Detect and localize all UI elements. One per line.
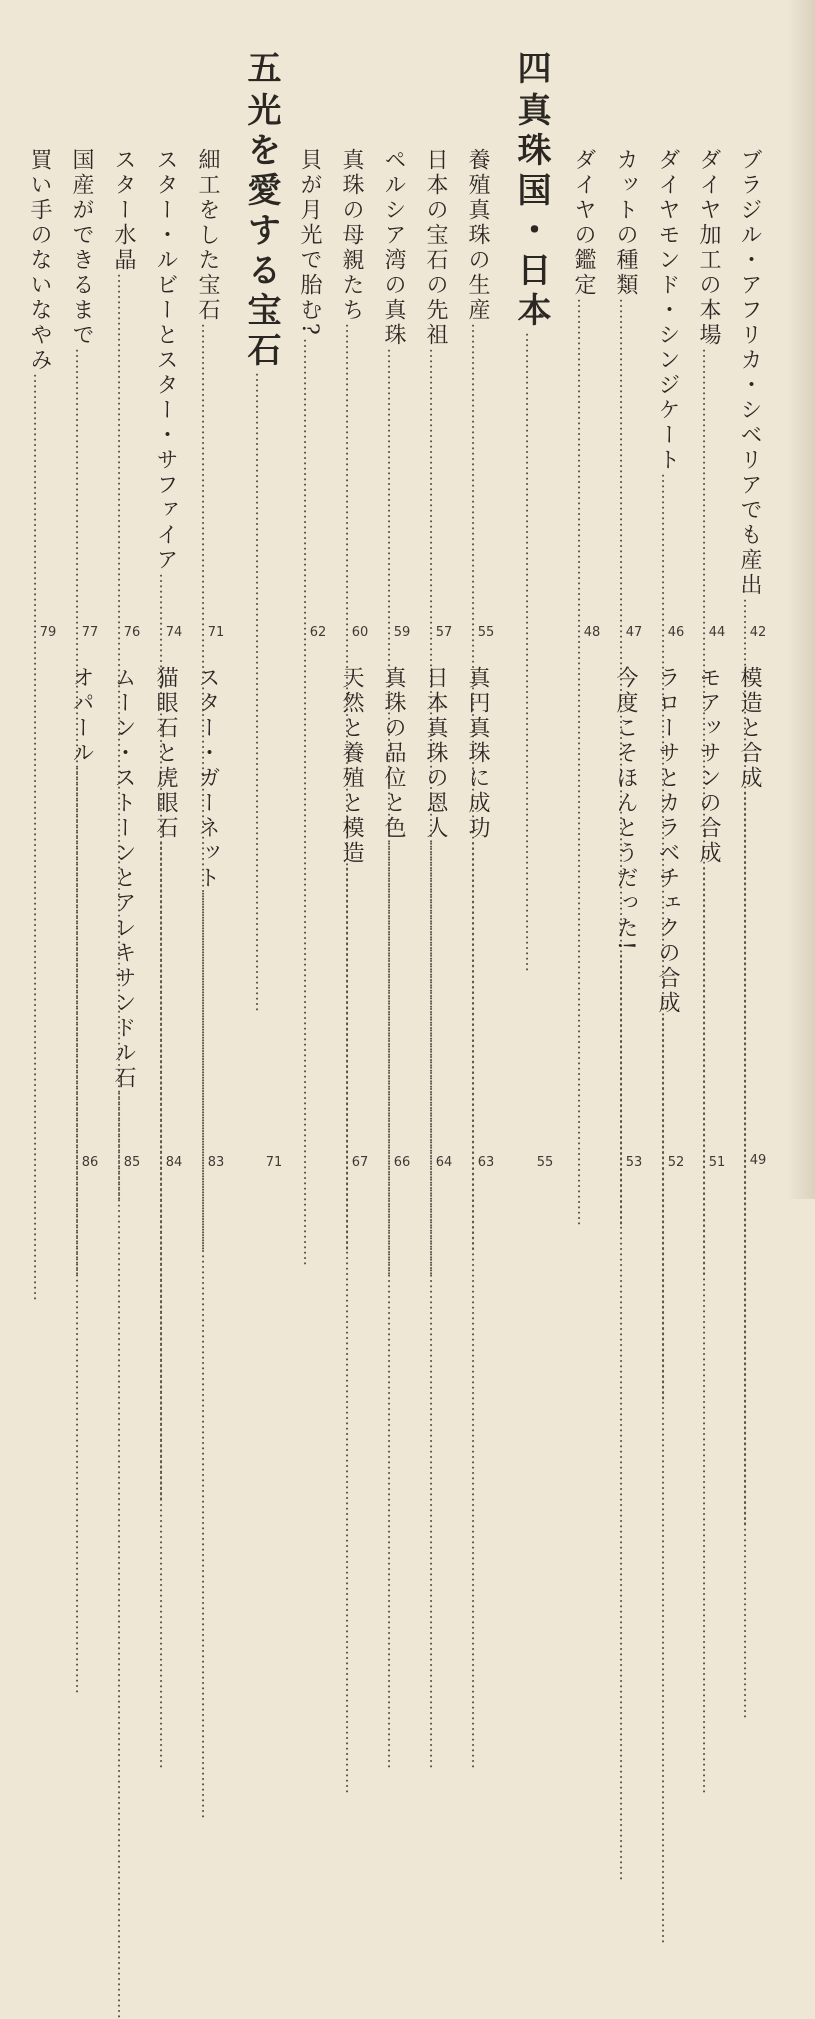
toc-entry: ダイヤ加工の本場 ………………………………………………………………………………………………………………………………………………………… [697, 148, 719, 620]
chapter-number: 五 [241, 50, 281, 90]
toc-entry: スター・ルビーとスター・サファイア ………………………………………………………………………………………………………………………………………………………… [154, 148, 176, 620]
toc-entry: 買い手のないなやみ ………………………………………………………………………………………………………………………………………………………… [28, 148, 50, 620]
page-number: 55 [477, 625, 495, 640]
toc-entry: ラローサとカラベチェクの合成 ………………………………………………………………………………………………………………………………………………………… [656, 666, 678, 1148]
toc-entry: 猫眼石と虎眼石 ………………………………………………………………………………………………………………………………………………………… [154, 666, 176, 1148]
page-number: 51 [708, 1155, 726, 1170]
toc-entry: スター水晶 ………………………………………………………………………………………………………………………………………………………… [112, 148, 134, 620]
toc-entry: 日本の宝石の先祖 ………………………………………………………………………………………………………………………………………………………… [424, 148, 446, 620]
toc-entry: ダイヤの鑑定 ………………………………………………………………………………………………………………………………………………………… [572, 148, 594, 620]
page-number: 84 [165, 1155, 183, 1170]
toc-entry: ムーン・ストーンとアレキサンドル石 ………………………………………………………………………………………………………………………………………………………… [112, 666, 134, 1148]
page-number: 83 [207, 1155, 225, 1170]
page-number: 48 [583, 625, 601, 640]
toc-entry: 貝が月光で胎む? ………………………………………………………………………………………………………………………………………………………… [298, 148, 320, 620]
page-number: 85 [123, 1155, 141, 1170]
toc-entry: 細工をした宝石 ………………………………………………………………………………………………………………………………………………………… [196, 148, 218, 620]
toc-entry: 真珠の母親たち ………………………………………………………………………………………………………………………………………………………… [340, 148, 362, 620]
toc-entry: 日本真珠の恩人 ………………………………………………………………………………………………………………………………………………………… [424, 666, 446, 1148]
page-number: 74 [165, 625, 183, 640]
toc-entry: 模造と合成 ………………………………………………………………………………………………………………………………………………………… [738, 666, 760, 1148]
page-number: 71 [207, 625, 225, 640]
toc-entry: 養殖真珠の生産 ………………………………………………………………………………………………………………………………………………………… [466, 148, 488, 620]
page-number: 44 [708, 625, 726, 640]
toc-entry: 今度こそほんとうだった! ………………………………………………………………………………………………………………………………………………………… [614, 666, 636, 1148]
page-number: 42 [749, 625, 767, 640]
page-number: 66 [393, 1155, 411, 1170]
page-edge-shadow [787, 0, 815, 1199]
toc-entry: 真円真珠に成功 ………………………………………………………………………………………………………………………………………………………… [466, 666, 488, 1148]
page-number: 63 [477, 1155, 495, 1170]
page-number: 57 [435, 625, 453, 640]
page-number: 52 [667, 1155, 685, 1170]
toc-entry: ブラジル・アフリカ・シベリアでも産出 ………………………………………………………………………………………………………………………………………………………… [738, 148, 760, 620]
page-number: 86 [81, 1155, 99, 1170]
toc-entry: オパール ………………………………………………………………………………………………………………………………………………………… [70, 666, 92, 1148]
page-number: 59 [393, 625, 411, 640]
toc-entry: ペルシア湾の真珠 ………………………………………………………………………………………………………………………………………………………… [382, 148, 404, 620]
page-number: 64 [435, 1155, 453, 1170]
page-number: 47 [625, 625, 643, 640]
page-number: 46 [667, 625, 685, 640]
page-number: 67 [351, 1155, 369, 1170]
chapter-page-number: 55 [536, 1155, 554, 1170]
toc-entry: 天然と養殖と模造 ………………………………………………………………………………………………………………………………………………………… [340, 666, 362, 1148]
toc-entry: カットの種類 ………………………………………………………………………………………………………………………………………………………… [614, 148, 636, 620]
page-number: 62 [309, 625, 327, 640]
page-number: 77 [81, 625, 99, 640]
page-number: 60 [351, 625, 369, 640]
toc-entry: スター・ガーネット ………………………………………………………………………………………………………………………………………………………… [196, 666, 218, 1148]
page-number: 49 [749, 1153, 767, 1168]
page-number: 53 [625, 1155, 643, 1170]
chapter-title: 真珠国・日本 ………………………………………………………………………………………………………… [514, 92, 548, 1132]
toc-entry: 真珠の品位と色 ………………………………………………………………………………………………………………………………………………………… [382, 666, 404, 1148]
chapter-number: 四 [511, 50, 551, 90]
chapter-page-number: 71 [265, 1155, 283, 1170]
page-number: 79 [39, 625, 57, 640]
page-number: 76 [123, 625, 141, 640]
chapter-title: 光を愛する宝石 ………………………………………………………………………………………………………… [244, 92, 278, 1132]
toc-entry: モアッサンの合成 ………………………………………………………………………………………………………………………………………………………… [697, 666, 719, 1148]
toc-entry: 国産ができるまで ………………………………………………………………………………………………………………………………………………………… [70, 148, 92, 620]
toc-entry: ダイヤモンド・シンジケート ………………………………………………………………………………………………………………………………………………………… [656, 148, 678, 620]
